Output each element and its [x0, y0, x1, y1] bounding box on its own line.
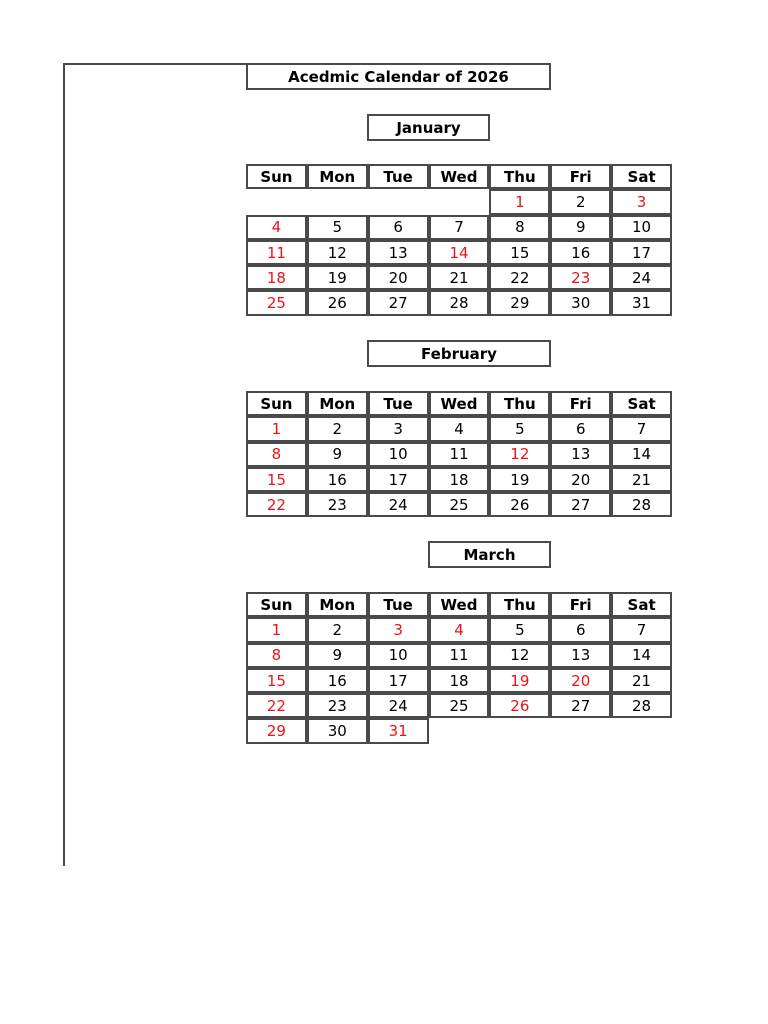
march-day-15: 15 [246, 668, 307, 693]
march-day-17: 17 [368, 668, 429, 693]
january-day-18: 18 [246, 265, 307, 290]
march-day-6: 6 [550, 617, 611, 642]
weekday-header-fri: Fri [550, 164, 611, 189]
march-day-2: 2 [307, 617, 368, 642]
march-day-7: 7 [611, 617, 672, 642]
weekday-header-thu: Thu [489, 164, 550, 189]
march-day-11: 11 [429, 643, 490, 668]
february-day-4: 4 [429, 416, 490, 441]
january-day-15: 15 [489, 240, 550, 265]
february-day-6: 6 [550, 416, 611, 441]
march-day-19: 19 [489, 668, 550, 693]
empty-day-cell [246, 189, 307, 214]
february-day-14: 14 [611, 442, 672, 467]
march-day-16: 16 [307, 668, 368, 693]
weekday-header-tue: Tue [368, 592, 429, 617]
january-day-29: 29 [489, 290, 550, 315]
january-day-22: 22 [489, 265, 550, 290]
weekday-header-fri: Fri [550, 391, 611, 416]
january-day-20: 20 [368, 265, 429, 290]
march-day-24: 24 [368, 693, 429, 718]
february-day-2: 2 [307, 416, 368, 441]
calendar-grid-february [246, 391, 672, 517]
march-day-30: 30 [307, 718, 368, 743]
february-day-19: 19 [489, 467, 550, 492]
january-day-2: 2 [550, 189, 611, 214]
march-day-14: 14 [611, 643, 672, 668]
weekday-header-sun: Sun [246, 592, 307, 617]
january-day-24: 24 [611, 265, 672, 290]
weekday-header-fri: Fri [550, 592, 611, 617]
january-day-7: 7 [429, 215, 490, 240]
february-day-22: 22 [246, 492, 307, 517]
march-day-25: 25 [429, 693, 490, 718]
month-title-march: March [428, 541, 551, 568]
march-day-9: 9 [307, 643, 368, 668]
march-day-5: 5 [489, 617, 550, 642]
february-day-3: 3 [368, 416, 429, 441]
march-day-23: 23 [307, 693, 368, 718]
weekday-header-tue: Tue [368, 391, 429, 416]
empty-day-cell [368, 189, 429, 214]
march-day-26: 26 [489, 693, 550, 718]
january-day-3: 3 [611, 189, 672, 214]
calendar-grid-january [246, 164, 672, 316]
january-day-4: 4 [246, 215, 307, 240]
weekday-header-sat: Sat [611, 391, 672, 416]
march-day-31: 31 [368, 718, 429, 743]
weekday-header-sun: Sun [246, 164, 307, 189]
january-day-14: 14 [429, 240, 490, 265]
weekday-header-thu: Thu [489, 391, 550, 416]
january-day-8: 8 [489, 215, 550, 240]
february-day-23: 23 [307, 492, 368, 517]
weekday-header-wed: Wed [429, 164, 490, 189]
empty-day-cell [429, 189, 490, 214]
january-day-30: 30 [550, 290, 611, 315]
february-day-17: 17 [368, 467, 429, 492]
january-day-27: 27 [368, 290, 429, 315]
january-day-25: 25 [246, 290, 307, 315]
march-day-1: 1 [246, 617, 307, 642]
february-day-1: 1 [246, 416, 307, 441]
march-day-21: 21 [611, 668, 672, 693]
empty-day-cell [550, 718, 611, 743]
february-day-27: 27 [550, 492, 611, 517]
march-day-20: 20 [550, 668, 611, 693]
march-day-8: 8 [246, 643, 307, 668]
march-day-12: 12 [489, 643, 550, 668]
february-day-9: 9 [307, 442, 368, 467]
weekday-header-sat: Sat [611, 164, 672, 189]
february-day-16: 16 [307, 467, 368, 492]
document-title: Acedmic Calendar of 2026 [246, 63, 551, 90]
march-day-27: 27 [550, 693, 611, 718]
empty-day-cell [429, 718, 490, 743]
february-day-20: 20 [550, 467, 611, 492]
march-day-29: 29 [246, 718, 307, 743]
february-day-7: 7 [611, 416, 672, 441]
february-day-13: 13 [550, 442, 611, 467]
january-day-31: 31 [611, 290, 672, 315]
weekday-header-wed: Wed [429, 391, 490, 416]
february-day-24: 24 [368, 492, 429, 517]
february-day-26: 26 [489, 492, 550, 517]
january-day-23: 23 [550, 265, 611, 290]
january-day-6: 6 [368, 215, 429, 240]
empty-day-cell [489, 718, 550, 743]
weekday-header-sat: Sat [611, 592, 672, 617]
page-border-top [63, 63, 247, 65]
weekday-header-mon: Mon [307, 391, 368, 416]
calendar-grid-march [246, 592, 672, 744]
january-day-11: 11 [246, 240, 307, 265]
february-day-21: 21 [611, 467, 672, 492]
february-day-8: 8 [246, 442, 307, 467]
january-day-9: 9 [550, 215, 611, 240]
month-title-january: January [367, 114, 490, 141]
empty-day-cell [611, 718, 672, 743]
january-day-13: 13 [368, 240, 429, 265]
january-day-5: 5 [307, 215, 368, 240]
weekday-header-thu: Thu [489, 592, 550, 617]
january-day-1: 1 [489, 189, 550, 214]
weekday-header-tue: Tue [368, 164, 429, 189]
weekday-header-mon: Mon [307, 592, 368, 617]
page-border-left [63, 63, 65, 866]
february-day-10: 10 [368, 442, 429, 467]
january-day-19: 19 [307, 265, 368, 290]
march-day-28: 28 [611, 693, 672, 718]
empty-day-cell [307, 189, 368, 214]
march-day-4: 4 [429, 617, 490, 642]
february-day-25: 25 [429, 492, 490, 517]
weekday-header-wed: Wed [429, 592, 490, 617]
march-day-3: 3 [368, 617, 429, 642]
february-day-12: 12 [489, 442, 550, 467]
weekday-header-sun: Sun [246, 391, 307, 416]
february-day-15: 15 [246, 467, 307, 492]
january-day-28: 28 [429, 290, 490, 315]
january-day-16: 16 [550, 240, 611, 265]
march-day-18: 18 [429, 668, 490, 693]
february-day-18: 18 [429, 467, 490, 492]
january-day-26: 26 [307, 290, 368, 315]
february-day-11: 11 [429, 442, 490, 467]
january-day-12: 12 [307, 240, 368, 265]
march-day-13: 13 [550, 643, 611, 668]
january-day-21: 21 [429, 265, 490, 290]
january-day-17: 17 [611, 240, 672, 265]
february-day-5: 5 [489, 416, 550, 441]
january-day-10: 10 [611, 215, 672, 240]
month-title-february: February [367, 340, 551, 367]
february-day-28: 28 [611, 492, 672, 517]
march-day-10: 10 [368, 643, 429, 668]
march-day-22: 22 [246, 693, 307, 718]
weekday-header-mon: Mon [307, 164, 368, 189]
